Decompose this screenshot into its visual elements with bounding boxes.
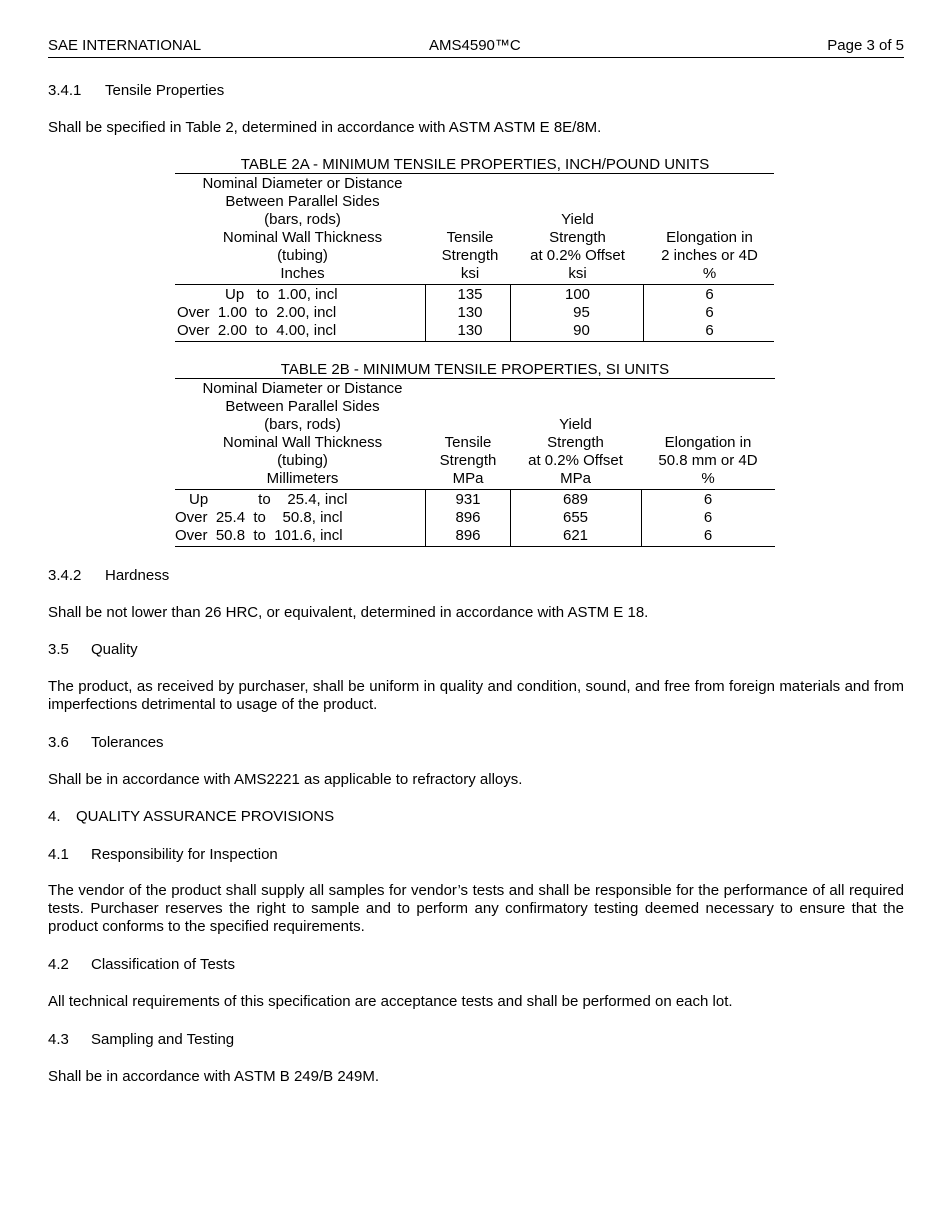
table-2b-bottom-rule (175, 546, 775, 547)
table-2b-cell-yield: 689 (562, 491, 589, 508)
section-number: 3.4.2 (48, 567, 82, 584)
table-2a-bottom-rule (175, 341, 774, 342)
section-text-4-2: All technical requirements of this specification are acceptance tests and shall be performed on each lot. (48, 993, 733, 1010)
section-title: Responsibility for Inspection (91, 846, 278, 863)
table-2b-cell-elongation: 6 (703, 509, 713, 526)
section-title: Sampling and Testing (91, 1031, 235, 1048)
section-number: 4. (48, 808, 61, 825)
table-2a-top-rule (175, 173, 774, 174)
page-header (48, 37, 904, 58)
table-2b-top-rule (175, 378, 775, 379)
table-2b-cell-yield: 655 (562, 509, 589, 526)
section-number: 4.2 (48, 956, 69, 973)
section-title: Hardness (105, 567, 170, 584)
table-2b-cell-tensile: 931 (455, 491, 481, 508)
table-2a-cell-yield: 100 (564, 286, 591, 303)
table-2a-col-yield-header: Yield Strength at 0.2% Offset ksi (530, 211, 625, 282)
section-title: QUALITY ASSURANCE PROVISIONS (76, 808, 335, 825)
table-2a-cell-yield: 90 (573, 322, 590, 339)
table-2a-title: TABLE 2A - MINIMUM TENSILE PROPERTIES, INCH/POUND UNITS (240, 156, 710, 173)
table-2b-col-range-header: Nominal Diameter or Distance Between Parallel Sides (bars, rods) Nominal Wall Thickness (tubing) Millimeters (202, 380, 403, 487)
table-2a-header-rule (175, 284, 774, 285)
table-2a-cell-tensile: 135 (457, 286, 483, 303)
section-text-3-4-1: Shall be specified in Table 2, determined in accordance with ASTM ASTM E 8E/8M. (48, 119, 602, 136)
section-title: Quality (91, 641, 138, 658)
section-number: 3.4.1 (48, 82, 82, 99)
table-2b-col-tensile-header: Tensile Strength MPa (439, 434, 497, 487)
section-heading-3-4-1 (48, 82, 224, 100)
table-2a-cell-elongation: 6 (705, 286, 714, 303)
section-text-4-3: Shall be in accordance with ASTM B 249/B 249M. (48, 1068, 380, 1085)
header-page-number: Page 3 of 5 (827, 37, 904, 54)
table-2a-col-elongation-header: Elongation in 2 inches or 4D % (661, 229, 758, 282)
table-2a-cell-elongation: 6 (705, 322, 714, 339)
table-2b-col-yield-header: Yield Strength at 0.2% Offset MPa (528, 416, 623, 487)
section-number: 4.3 (48, 1031, 69, 1048)
section-heading-4-1 (48, 846, 278, 864)
table-2a-cell-tensile: 130 (457, 322, 483, 339)
table-2b-header-rule (175, 489, 775, 490)
header-document-id: AMS4590™C (429, 37, 521, 54)
table-2a-col-divider (425, 284, 426, 341)
section-heading-3-4-2 (48, 567, 169, 585)
section-text-3-4-2: Shall be not lower than 26 HRC, or equivalent, determined in accordance with ASTM E 18. (48, 604, 649, 621)
section-heading-3-5 (48, 641, 138, 659)
table-2b-cell-yield: 621 (562, 527, 589, 544)
table-2a-cell-tensile: 130 (457, 304, 483, 321)
table-2b-cell-elongation: 6 (703, 527, 713, 544)
section-heading-4 (48, 808, 334, 826)
table-2a-cell-elongation: 6 (705, 304, 714, 321)
section-text-3-5: The product, as received by purchaser, shall be uniform in quality and condition, sound, and free from foreign materials and from imperfections detrimental to usage of the product. (48, 678, 904, 713)
table-2a-col-tensile-header: Tensile Strength ksi (441, 229, 499, 282)
section-title: Tolerances (91, 734, 164, 751)
table-2a-cell-range: Up to 1.00, incl (225, 286, 338, 303)
section-number: 3.5 (48, 641, 69, 658)
section-heading-3-6 (48, 734, 164, 752)
table-2a-cell-range: Over 1.00 to 2.00, incl (177, 304, 337, 321)
table-2a-cell-range: Over 2.00 to 4.00, incl (177, 322, 337, 339)
section-text-4-1: The vendor of the product shall supply all samples for vendor’s tests and shall be responsible for the performance of all required tests. Purchaser reserves the right to sample and to perform any confirmatory testing deemed necessary to ensure that the product conforms to the specified requirements. (48, 882, 904, 935)
table-2a-col-range-header: Nominal Diameter or Distance Between Parallel Sides (bars, rods) Nominal Wall Thickness (tubing) Inches (202, 175, 403, 282)
section-number: 4.1 (48, 846, 69, 863)
section-text-3-6: Shall be in accordance with AMS2221 as applicable to refractory alloys. (48, 771, 523, 788)
section-heading-4-2 (48, 956, 235, 974)
table-2b-title: TABLE 2B - MINIMUM TENSILE PROPERTIES, SI UNITS (280, 361, 670, 378)
table-2b-col-divider (425, 489, 426, 546)
table-2b-cell-range: Over 50.8 to 101.6, incl (175, 527, 343, 544)
table-2b-cell-range: Up to 25.4, incl (189, 491, 348, 508)
table-2b-cell-tensile: 896 (455, 527, 481, 544)
section-number: 3.6 (48, 734, 69, 751)
table-2b-cell-range: Over 25.4 to 50.8, incl (175, 509, 343, 526)
section-title: Classification of Tests (91, 956, 235, 973)
header-organization: SAE INTERNATIONAL (48, 37, 202, 54)
section-heading-4-3 (48, 1031, 234, 1049)
section-title: Tensile Properties (105, 82, 225, 99)
table-2b-col-elongation-header: Elongation in 50.8 mm or 4D % (658, 434, 758, 487)
table-2b-cell-tensile: 896 (455, 509, 481, 526)
table-2a-cell-yield: 95 (573, 304, 590, 321)
table-2b-cell-elongation: 6 (703, 491, 713, 508)
